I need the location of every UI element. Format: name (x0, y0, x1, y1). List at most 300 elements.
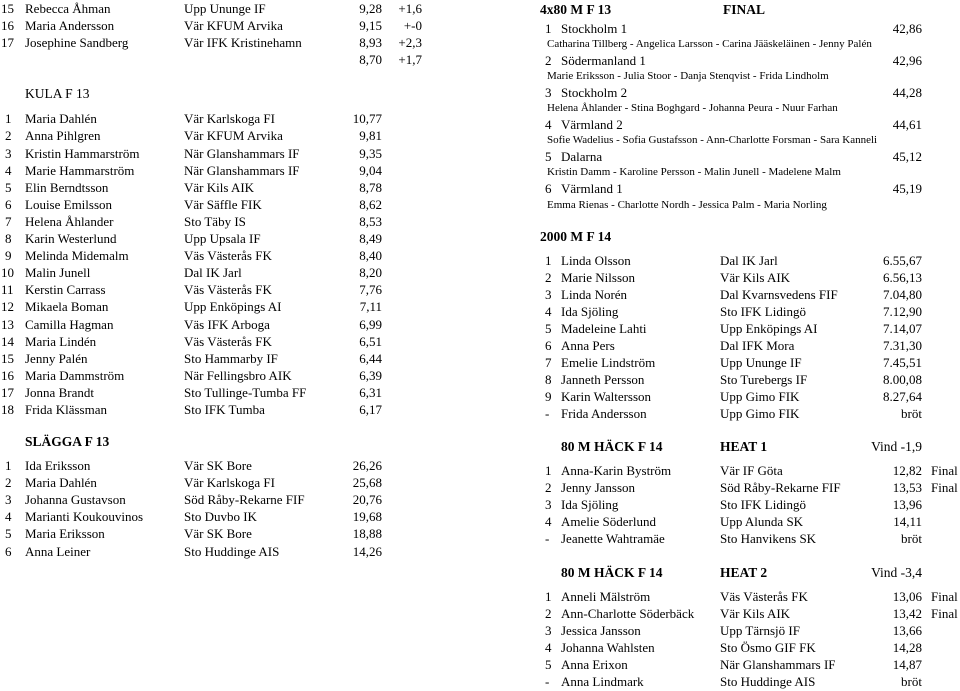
athlete-name: Kerstin Carrass (25, 282, 106, 298)
place: - (545, 674, 550, 690)
athlete-name: Anna Pers (561, 338, 615, 354)
section-title-slagga (0, 430, 450, 454)
club: Vär Kils AIK (720, 606, 791, 622)
result-row (540, 605, 960, 622)
result: 13,66 (892, 623, 922, 639)
team: Södermanland 1 (561, 53, 646, 69)
result-row (540, 405, 960, 422)
place: 4 (545, 117, 552, 133)
athlete-name: Maria Dahlén (25, 111, 97, 127)
club: Väs Västerås FK (184, 333, 272, 349)
place: 10 (1, 265, 14, 281)
relay-members: Catharina Tillberg - Angelica Larsson - Carina Jääskeläinen - Jenny Palén (547, 38, 872, 51)
athlete-name: Emelie Lindström (561, 355, 656, 371)
athlete-name: Melinda Midemalm (25, 248, 129, 264)
result-row (540, 656, 960, 673)
club: Vär Säffle FIK (184, 196, 262, 212)
club: Söd Råby-Rekarne FIF (184, 492, 305, 508)
result: 8,20 (359, 265, 382, 281)
result-row (540, 252, 960, 269)
result: 14,28 (892, 640, 922, 656)
club: Vär IF Göta (720, 462, 783, 478)
section-subtitle: FINAL (723, 2, 766, 17)
club: Vär SK Bore (184, 458, 252, 474)
place: 1 (545, 588, 552, 604)
place: 5 (545, 657, 552, 673)
athlete-name: Marianti Koukouvinos (25, 509, 144, 525)
result-row (0, 525, 450, 542)
relay-row (540, 116, 960, 133)
place: 2 (545, 53, 552, 69)
wind: +1,7 (398, 52, 422, 68)
place: 7 (5, 213, 12, 229)
place: 3 (545, 286, 552, 302)
result: 6,17 (359, 401, 382, 417)
club: Vär Karlskoga FI (184, 475, 275, 491)
result: 13,53 (892, 479, 922, 495)
club: Väs Västerås FK (720, 588, 808, 604)
athlete-name: Anneli Mälström (561, 588, 651, 604)
athlete-name: Karin Waltersson (561, 389, 652, 405)
club: Vär Kils AIK (184, 179, 255, 195)
result: bröt (901, 530, 922, 546)
place: 1 (545, 462, 552, 478)
club: Dal IK Jarl (720, 252, 778, 268)
result: 8.00,08 (883, 372, 922, 388)
result: 14,26 (352, 543, 382, 559)
result-row (540, 371, 960, 388)
result: 7.45,51 (883, 355, 922, 371)
athlete-name: Maria Eriksson (25, 526, 105, 542)
team: Dalarna (561, 149, 603, 165)
place: 14 (1, 333, 14, 349)
slagga-results (0, 457, 450, 560)
athlete-name: Maria Dammström (25, 367, 125, 383)
athlete-name: Linda Norén (561, 286, 628, 302)
result: 8,93 (359, 35, 382, 51)
result: 9,28 (359, 1, 382, 16)
relay-row (540, 52, 960, 69)
club: Sto Huddinge AIS (184, 543, 280, 559)
club: Sto Huddinge AIS (720, 674, 816, 690)
place: 2 (5, 475, 12, 491)
place: 7 (545, 355, 552, 371)
hack1-results (540, 462, 960, 547)
club: Sto Ösmo GIF FK (720, 640, 816, 656)
heat-label: HEAT 1 (720, 438, 768, 454)
athlete-name: Janneth Persson (561, 372, 645, 388)
club: Upp Enköpings AI (184, 299, 282, 315)
result: 6.55,67 (883, 252, 922, 268)
place: 3 (545, 85, 552, 101)
result-row (0, 0, 450, 17)
result: 13,96 (892, 496, 922, 512)
result-row (540, 479, 960, 496)
place: 15 (1, 350, 14, 366)
result: 14,87 (892, 657, 922, 673)
result: bröt (901, 406, 922, 422)
club: Vär KFUM Arvika (184, 128, 283, 144)
athlete-name: Frida Klässman (25, 401, 107, 417)
result: 6.56,13 (883, 269, 922, 285)
club: Upp Enköpings AI (720, 320, 818, 336)
place: 8 (5, 231, 12, 247)
result: 13,42 (892, 606, 922, 622)
wind: +-0 (403, 18, 422, 34)
club: Dal Kvarnsvedens FIF (720, 286, 838, 302)
result-row (540, 496, 960, 513)
result: 8,40 (359, 248, 382, 264)
place: 17 (1, 384, 14, 400)
athlete-name: Jonna Brandt (25, 384, 94, 400)
athlete-name: Johanna Wahlsten (561, 640, 655, 656)
relay-row (540, 148, 960, 165)
place: 18 (1, 401, 14, 417)
club: Upp Ununge IF (184, 1, 266, 16)
place: 6 (5, 543, 12, 559)
athlete-name: Ida Sjöling (561, 496, 619, 512)
athlete-name: Elin Berndtsson (25, 179, 109, 195)
athlete-name: Mikaela Boman (25, 299, 109, 315)
right-column (540, 0, 960, 691)
place: - (545, 530, 550, 546)
place: 2 (545, 479, 552, 495)
place: 9 (5, 248, 12, 264)
result: 9,81 (359, 128, 382, 144)
place: 11 (1, 282, 14, 298)
result-row (0, 298, 450, 315)
result: 8,70 (359, 52, 382, 68)
club: Upp Ununge IF (720, 355, 802, 371)
club: Sto Duvbo IK (184, 509, 257, 525)
athlete-name: Kristin Hammarström (25, 145, 140, 161)
hack2-results (540, 588, 960, 691)
relay-members: Emma Rienas - Charlotte Nordh - Jessica Palm - Maria Norling (547, 198, 827, 211)
relay-row (540, 20, 960, 37)
result-row (540, 269, 960, 286)
result-row (0, 350, 450, 367)
athlete-name: Anna Erixon (561, 657, 628, 673)
result: 8,49 (359, 231, 382, 247)
club: Sto Täby IS (184, 213, 246, 229)
club: Väs Västerås FK (184, 248, 272, 264)
result-row (540, 639, 960, 656)
result: 10,77 (352, 111, 382, 127)
section-title-kula (0, 82, 450, 106)
result: 12,82 (892, 462, 922, 478)
result: 14,11 (893, 513, 922, 529)
result-row (0, 333, 450, 350)
section-title-hack-heat1 (540, 435, 960, 459)
wind-label: Vind -3,4 (871, 564, 922, 580)
section-title: 4x80 M F 13 (540, 2, 612, 17)
club: Väs Västerås FK (184, 282, 272, 298)
result: 45,19 (892, 181, 922, 197)
club: Sto Hammarby IF (184, 350, 278, 366)
place: 2 (545, 606, 552, 622)
athlete-name: Maria Andersson (25, 18, 115, 34)
result-row (0, 196, 450, 213)
athlete-name: Maria Lindén (25, 333, 97, 349)
place: 13 (1, 316, 14, 332)
team: Värmland 2 (561, 117, 623, 133)
place: 17 (1, 35, 14, 51)
club: Upp Upsala IF (184, 231, 261, 247)
athlete-name: Ann-Charlotte Söderbäck (561, 606, 695, 622)
section-title: KULA F 13 (25, 86, 90, 102)
section-title-relay (540, 0, 960, 20)
team: Värmland 1 (561, 181, 623, 197)
athlete-name: Frida Andersson (561, 406, 647, 422)
result: 8,62 (359, 196, 382, 212)
result: 7.14,07 (883, 320, 922, 336)
athlete-name: Jenny Palén (25, 350, 88, 366)
result-row (0, 281, 450, 298)
result: 9,15 (359, 18, 382, 34)
result: 42,96 (892, 53, 922, 69)
result-row (540, 303, 960, 320)
result-row (540, 513, 960, 530)
result-row (540, 320, 960, 337)
club: Sto IFK Tumba (184, 401, 265, 417)
relay-row (540, 84, 960, 101)
place: 2 (545, 269, 552, 285)
place: 6 (5, 196, 12, 212)
result: 25,68 (352, 475, 382, 491)
club: Väs IFK Arboga (184, 316, 270, 332)
place: 1 (545, 252, 552, 268)
athlete-name: Karin Westerlund (25, 231, 117, 247)
place: 9 (545, 389, 552, 405)
m2000-results (540, 252, 960, 423)
result-row (0, 145, 450, 162)
place: 1 (545, 21, 552, 36)
place: 1 (5, 458, 12, 474)
place: 4 (545, 513, 552, 529)
results-top-section (0, 0, 450, 68)
result: 6,51 (359, 333, 382, 349)
club: Vär KFUM Arvika (184, 18, 283, 34)
result: 8.27,64 (883, 389, 922, 405)
place: 5 (545, 149, 552, 165)
athlete-name: Linda Olsson (561, 252, 631, 268)
place: 6 (545, 338, 552, 354)
result: 7.31,30 (883, 338, 922, 354)
result-row (540, 462, 960, 479)
club: Sto IFK Lidingö (720, 303, 806, 319)
result-row (0, 110, 450, 127)
club: Upp Gimo FIK (720, 389, 800, 405)
relay-results (540, 20, 960, 213)
place: 3 (5, 492, 12, 508)
club: Vär Karlskoga FI (184, 111, 275, 127)
athlete-name: Anna Lindmark (561, 674, 644, 690)
club: Sto Turebergs IF (720, 372, 808, 388)
result-row (0, 384, 450, 401)
place: 1 (5, 111, 12, 127)
club: Dal IK Jarl (184, 265, 242, 281)
athlete-name: Camilla Hagman (25, 316, 114, 332)
section-title: 80 M HÄCK F 14 (561, 438, 663, 454)
kula-results (0, 110, 450, 418)
club: Vär SK Bore (184, 526, 252, 542)
club: När Fellingsbro AIK (184, 367, 292, 383)
result-row (0, 508, 450, 525)
result-row (0, 491, 450, 508)
result: 44,28 (892, 85, 922, 101)
athlete-name: Anna-Karin Byström (561, 462, 672, 478)
result-row (0, 17, 450, 34)
athlete-name: Madeleine Lahti (561, 320, 647, 336)
place: 6 (545, 181, 552, 197)
place: 4 (545, 303, 552, 319)
result-row (540, 673, 960, 690)
result-row (0, 230, 450, 247)
final-note: Final (931, 588, 958, 604)
relay-members: Kristin Damm - Karoline Persson - Malin Junell - Madelene Malm (547, 166, 841, 179)
result: 44,61 (892, 117, 922, 133)
club: Vär IFK Kristinehamn (184, 35, 302, 51)
place: 3 (5, 145, 12, 161)
athlete-name: Rebecca Åhman (25, 1, 111, 16)
relay-members: Helena Åhlander - Stina Boghgard - Johanna Peura - Nuur Farhan (547, 102, 838, 115)
result-row (0, 127, 450, 144)
athlete-name: Johanna Gustavson (25, 492, 126, 508)
result: 7,11 (359, 299, 382, 315)
section-title: SLÄGGA F 13 (25, 434, 110, 450)
athlete-name: Josephine Sandberg (25, 35, 129, 51)
result-row (540, 530, 960, 547)
wind: +2,3 (398, 35, 422, 51)
club: Vär Kils AIK (720, 269, 791, 285)
club: När Glanshammars IF (720, 657, 836, 673)
section-title-2000m (540, 225, 960, 249)
place: 2 (5, 128, 12, 144)
result: 8,78 (359, 179, 382, 195)
result: 42,86 (892, 21, 922, 36)
place: 4 (5, 509, 12, 525)
athlete-name: Ida Sjöling (561, 303, 619, 319)
result-row (540, 622, 960, 639)
place: 16 (1, 18, 14, 34)
place: 5 (545, 320, 552, 336)
result-row (0, 474, 450, 491)
club: Söd Råby-Rekarne FIF (720, 479, 841, 495)
result-row (540, 588, 960, 605)
place: 5 (5, 526, 12, 542)
team: Stockholm 1 (561, 21, 628, 36)
club: Upp Alunda SK (720, 513, 804, 529)
athlete-name: Anna Pihlgren (25, 128, 101, 144)
athlete-name: Anna Leiner (25, 543, 91, 559)
result-row (0, 51, 450, 68)
result: 7.04,80 (883, 286, 922, 302)
result-row (0, 264, 450, 281)
club: När Glanshammars IF (184, 145, 300, 161)
result: 9,35 (359, 145, 382, 161)
place: 16 (1, 367, 14, 383)
place: 8 (545, 372, 552, 388)
final-note: Final (931, 479, 958, 495)
club: Sto IFK Lidingö (720, 496, 806, 512)
result: 6,31 (359, 384, 382, 400)
section-title-hack-heat2 (540, 561, 960, 585)
result: 6,44 (359, 350, 382, 366)
wind: +1,6 (398, 1, 422, 16)
athlete-name: Louise Emilsson (25, 196, 113, 212)
result: 45,12 (892, 149, 922, 165)
athlete-name: Jeanette Wahtramäe (561, 530, 665, 546)
club: Upp Tärnsjö IF (720, 623, 800, 639)
result: 13,06 (892, 588, 922, 604)
result: 19,68 (352, 509, 382, 525)
result: 20,76 (352, 492, 382, 508)
relay-members: Sofie Wadelius - Sofia Gustafsson - Ann-Charlotte Forsman - Sara Kanneli (547, 134, 878, 147)
result: 6,39 (359, 367, 382, 383)
result: 7.12,90 (883, 303, 922, 319)
result-row (0, 367, 450, 384)
place: 4 (545, 640, 552, 656)
place: 5 (5, 179, 12, 195)
result-row (0, 457, 450, 474)
club: Dal IFK Mora (720, 338, 795, 354)
relay-row (540, 180, 960, 197)
result-row (0, 179, 450, 196)
result-row (0, 213, 450, 230)
club: Upp Gimo FIK (720, 406, 800, 422)
athlete-name: Amelie Söderlund (561, 513, 656, 529)
result-row (0, 162, 450, 179)
athlete-name: Jessica Jansson (561, 623, 641, 639)
heat-label: HEAT 2 (720, 564, 768, 580)
section-title: 2000 M F 14 (540, 228, 612, 244)
relay-members: Marie Eriksson - Julia Stoor - Danja Stenqvist - Frida Lindholm (547, 70, 829, 83)
result: 18,88 (352, 526, 382, 542)
result-row (540, 337, 960, 354)
final-note: Final (931, 462, 958, 478)
wind-label: Vind -1,9 (871, 438, 922, 454)
athlete-name: Malin Junell (25, 265, 91, 281)
result: bröt (901, 674, 922, 690)
place: - (545, 406, 550, 422)
athlete-name: Marie Nilsson (561, 269, 636, 285)
result-row (0, 247, 450, 264)
athlete-name: Maria Dahlén (25, 475, 97, 491)
club: När Glanshammars IF (184, 162, 300, 178)
result: 9,04 (359, 162, 382, 178)
result-row (0, 316, 450, 333)
athlete-name: Helena Åhlander (25, 213, 114, 229)
result-row (540, 388, 960, 405)
athlete-name: Jenny Jansson (561, 479, 636, 495)
result-row (0, 401, 450, 418)
place: 15 (1, 1, 14, 16)
athlete-name: Marie Hammarström (25, 162, 135, 178)
result-row (540, 354, 960, 371)
result: 7,76 (359, 282, 382, 298)
left-column (0, 0, 450, 560)
section-title: 80 M HÄCK F 14 (561, 564, 663, 580)
place: 4 (5, 162, 12, 178)
result-row (0, 543, 450, 560)
athlete-name: Ida Eriksson (25, 458, 91, 474)
team: Stockholm 2 (561, 85, 628, 101)
club: Sto Hanvikens SK (720, 530, 817, 546)
final-note: Final (931, 606, 958, 622)
place: 3 (545, 496, 552, 512)
result: 8,53 (359, 213, 382, 229)
result-row (540, 286, 960, 303)
